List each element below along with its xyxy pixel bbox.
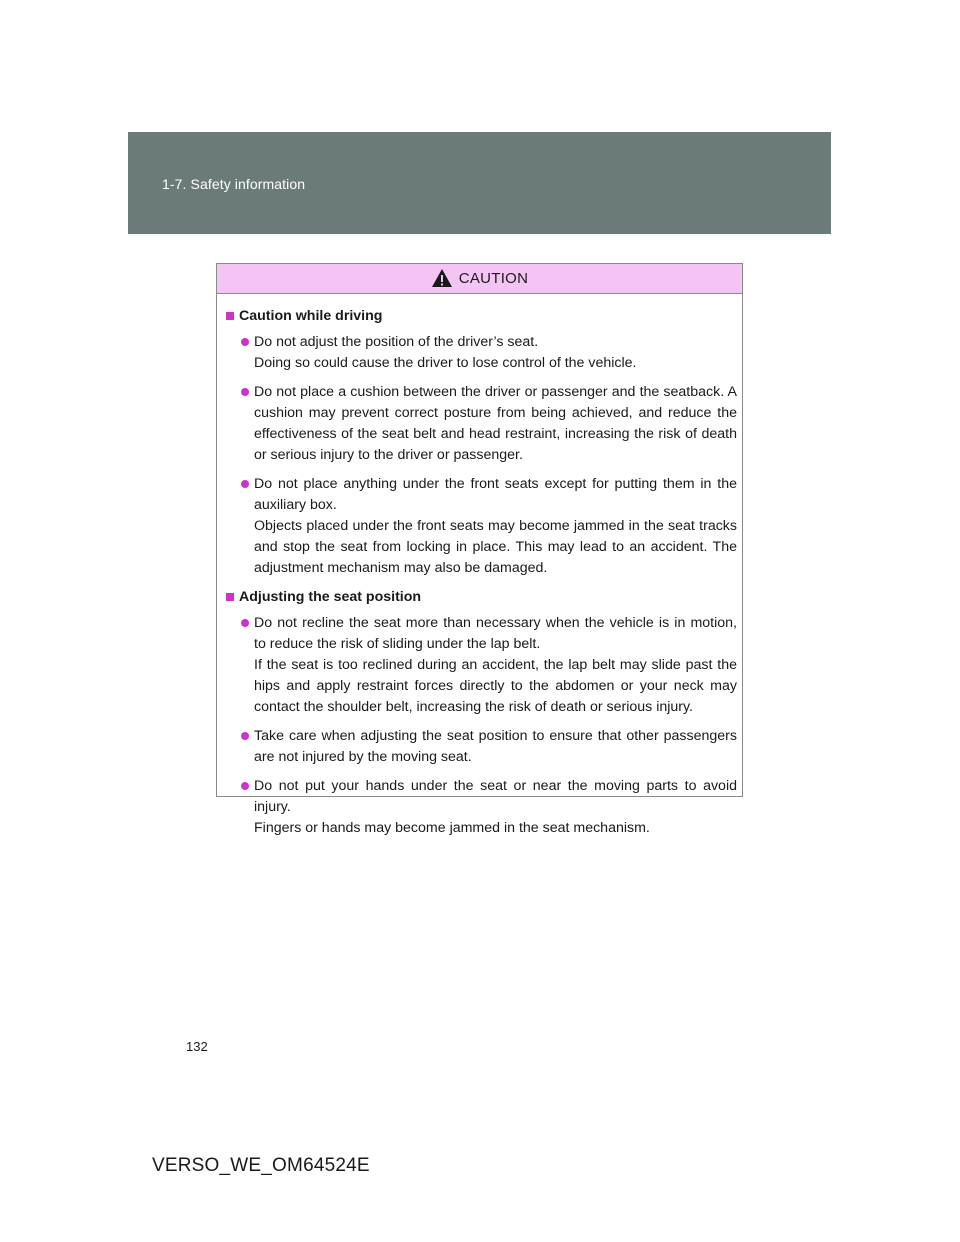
round-bullet-icon [241, 782, 249, 790]
section-heading [225, 587, 737, 608]
bullet-detail: Objects placed under the front seats may become jammed in the seat tracks and stop the seat from locking in place. This may lead to an accident. The adjustment mechanism may also be damaged. [254, 518, 737, 576]
bullet-lead: Do not place anything under the front seats except for putting them in the auxiliary box. [254, 476, 737, 513]
round-bullet-icon [241, 732, 249, 740]
section-heading-text: Caution while driving [239, 308, 383, 324]
round-bullet-icon [241, 338, 249, 346]
list-item [225, 776, 737, 839]
bullet-detail: If the seat is too reclined during an accident, the lap belt may slide past the hips and apply restraint forces directly to the abdomen or your neck may contact the shoulder belt, increasing the risk of death or serious injury. [254, 657, 737, 715]
list-item [225, 474, 737, 579]
list-item [225, 382, 737, 466]
page-number: 132 [186, 1039, 208, 1054]
caution-header [217, 264, 742, 294]
caution-body [217, 294, 742, 839]
bullet-lead: Do not adjust the position of the driver’s seat. [254, 334, 539, 350]
document-code: VERSO_WE_OM64524E [152, 1155, 370, 1176]
caution-label: CAUTION [458, 270, 529, 287]
list-item [225, 726, 737, 768]
square-bullet-icon [226, 312, 234, 320]
caution-box [216, 263, 743, 836]
list-item [225, 613, 737, 718]
section-heading [225, 306, 737, 327]
section-header-band [128, 132, 831, 234]
bullet-lead: Take care when adjusting the seat position to ensure that other passengers are not injured by the moving seat. [254, 728, 737, 765]
round-bullet-icon [241, 388, 249, 396]
bullet-lead: Do not put your hands under the seat or near the moving parts to avoid injury. [254, 778, 737, 815]
bullet-lead: Do not place a cushion between the driver or passenger and the seatback. A cushion may prevent correct posture from being achieved, and reduce the effectiveness of the seat belt and head restraint, increasing the risk of death or serious injury to the driver or passenger. [254, 384, 737, 463]
round-bullet-icon [241, 480, 249, 488]
section-heading-text: Adjusting the seat position [239, 589, 422, 605]
bullet-detail: Doing so could cause the driver to lose control of the vehicle. [254, 355, 637, 371]
bullet-detail: Fingers or hands may become jammed in the seat mechanism. [254, 820, 650, 836]
warning-triangle-icon [431, 268, 453, 288]
bullet-lead: Do not recline the seat more than necessary when the vehicle is in motion, to reduce the risk of sliding under the lap belt. [254, 615, 737, 652]
section-title: 1-7. Safety information [162, 176, 306, 192]
list-item [225, 332, 737, 374]
square-bullet-icon [226, 593, 234, 601]
round-bullet-icon [241, 619, 249, 627]
